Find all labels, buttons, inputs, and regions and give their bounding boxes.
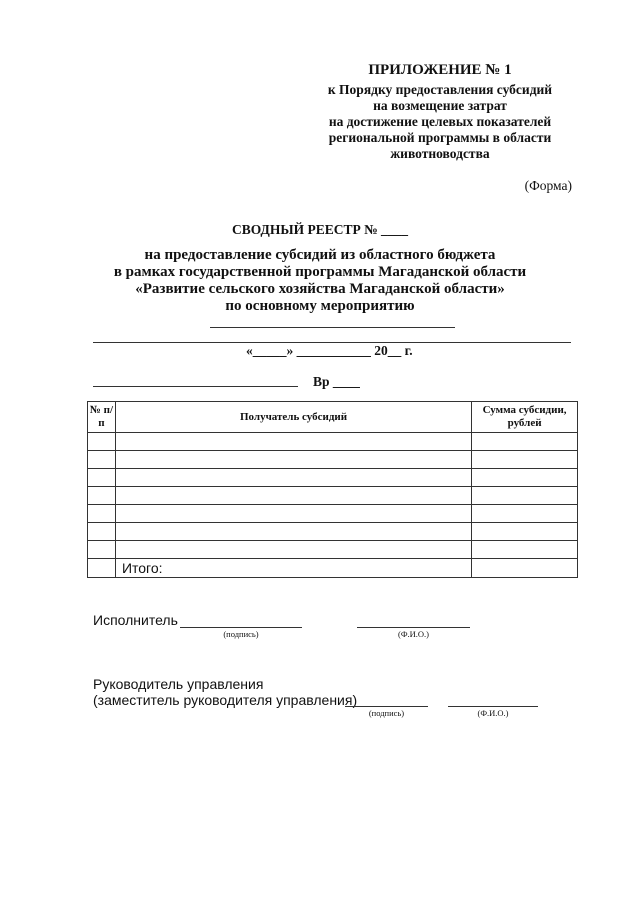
appendix-line: на возмещение затрат	[373, 98, 507, 113]
head-signature-line	[345, 706, 428, 707]
header-num: № п/п	[88, 402, 116, 433]
head-name-line	[448, 706, 538, 707]
table-cell	[115, 505, 471, 523]
table-row	[88, 451, 578, 469]
appendix-line: животноводства	[390, 146, 490, 161]
table-cell	[88, 559, 116, 578]
table-row	[88, 541, 578, 559]
table-cell	[88, 523, 116, 541]
appendix-line: региональной программы в области	[328, 130, 552, 145]
table-cell	[115, 523, 471, 541]
executor-signature-caption: (подпись)	[223, 629, 259, 639]
table-header-row	[88, 402, 578, 433]
executor-label: Исполнитель	[93, 612, 178, 628]
executor-name-caption: (Ф.И.О.)	[397, 629, 430, 639]
appendix-title: ПРИЛОЖЕНИЕ № 1	[368, 62, 512, 78]
table-cell	[472, 487, 578, 505]
table-row	[88, 487, 578, 505]
vr-line: Вр ____	[313, 374, 360, 389]
appendix-line: к Порядку предоставления субсидий	[327, 82, 553, 97]
table-row	[88, 505, 578, 523]
header-amount: Сумма субсидии, рублей	[472, 402, 578, 433]
table-cell	[115, 541, 471, 559]
head-signature-caption: (подпись)	[368, 708, 405, 718]
table-cell	[88, 541, 116, 559]
head-label: Руководитель управления	[93, 676, 264, 692]
activity-blank-line	[210, 327, 455, 328]
registry-table	[87, 401, 578, 578]
table-row	[88, 523, 578, 541]
registry-line: на предоставление субсидий из областного бюджета	[144, 247, 496, 263]
vr-blank-line	[93, 386, 298, 387]
registry-title: СВОДНЫЙ РЕЕСТР № ____	[231, 222, 409, 237]
header-recipient: Получатель субсидий	[115, 402, 471, 433]
table-cell	[472, 505, 578, 523]
table-cell	[115, 451, 471, 469]
table-cell	[472, 541, 578, 559]
table-cell	[88, 505, 116, 523]
appendix-line: на достижение целевых показателей	[328, 114, 552, 129]
head-name-caption: (Ф.И.О.)	[477, 708, 509, 718]
table-cell	[115, 433, 471, 451]
date-line: «_____» ___________ 20__ г.	[246, 343, 413, 358]
table-row	[88, 469, 578, 487]
executor-signature-line	[180, 627, 302, 628]
total-label: Итого:	[115, 559, 471, 578]
table-cell	[472, 469, 578, 487]
table-cell	[115, 469, 471, 487]
registry-line: по основному мероприятию	[225, 298, 415, 314]
table-cell	[88, 451, 116, 469]
table-cell	[472, 451, 578, 469]
registry-line: в рамках государственной программы Магаданской области	[113, 264, 527, 280]
table-cell	[88, 487, 116, 505]
table-cell	[472, 523, 578, 541]
table-cell	[472, 433, 578, 451]
head-deputy-label: (заместитель руководителя управления)	[93, 692, 358, 708]
form-note: (Форма)	[524, 178, 572, 193]
table-cell	[472, 559, 578, 578]
registry-line: «Развитие сельского хозяйства Магаданской области»	[135, 281, 505, 297]
table-cell	[88, 469, 116, 487]
table-cell	[88, 433, 116, 451]
executor-name-line	[357, 627, 470, 628]
table-cell	[115, 487, 471, 505]
table-total-row	[88, 559, 578, 578]
table-row	[88, 433, 578, 451]
